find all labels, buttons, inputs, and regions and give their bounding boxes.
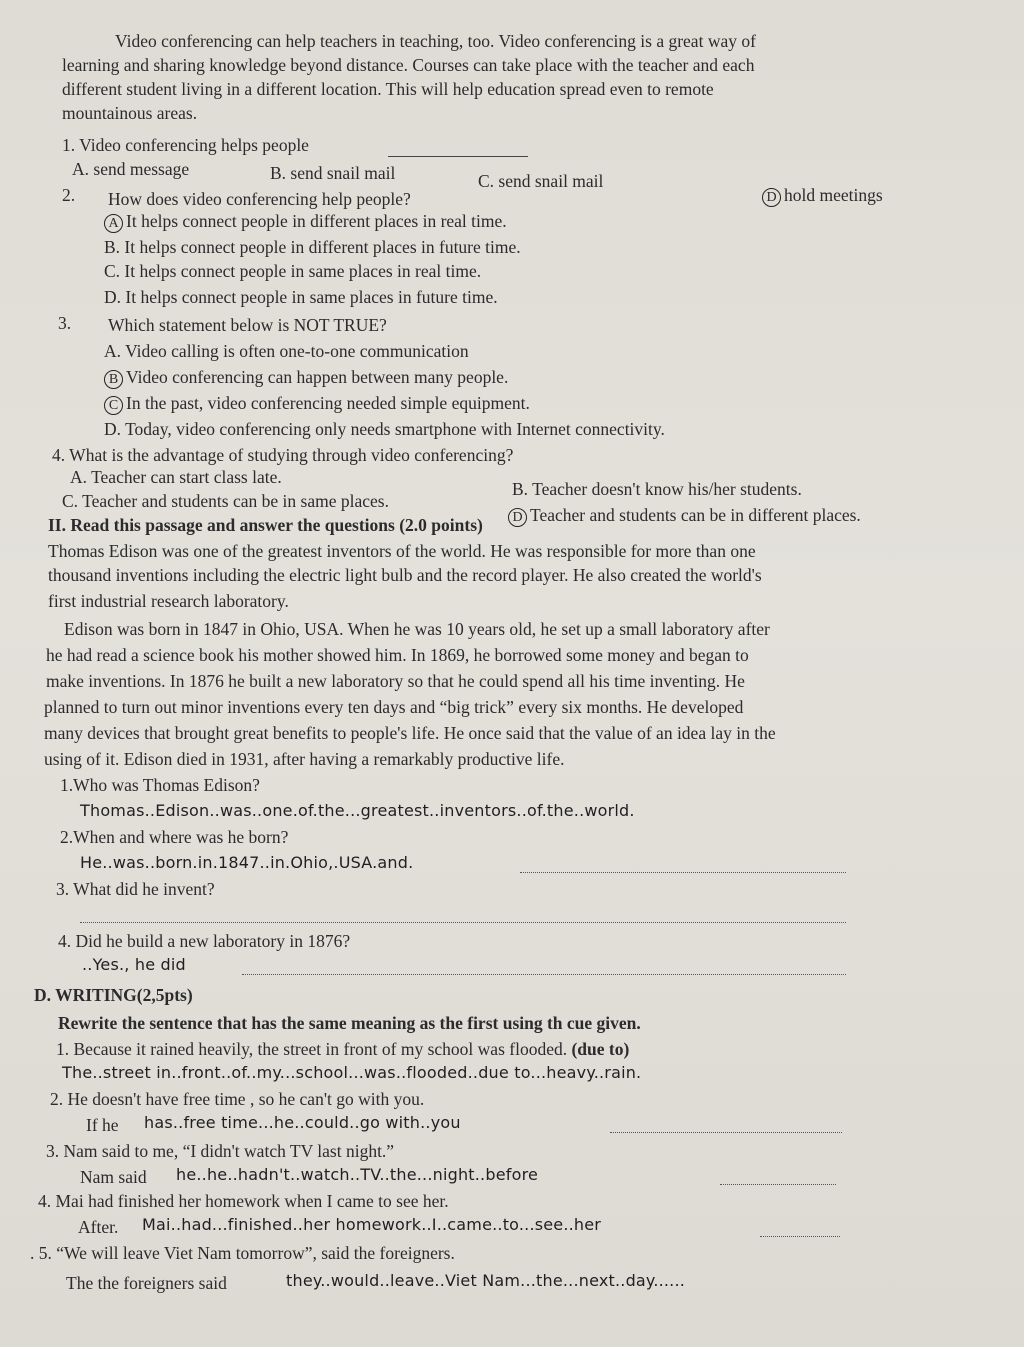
edison-para-line-8: many devices that brought great benefits to people's life. He once said that the value of an idea lay in the (44, 723, 776, 743)
writing-q5: . 5. “We will leave Viet Nam tomorrow”, said the foreigners. (30, 1243, 455, 1263)
q3-stem: Which statement below is NOT TRUE? (108, 315, 387, 335)
q2-option-d: D. It helps connect people in same places in future time. (104, 287, 498, 307)
writing-a2-dotted-line (610, 1132, 842, 1133)
edison-q2: 2.When and where was he born? (60, 827, 289, 847)
edison-a4-handwritten: ..Yes., he did (82, 955, 186, 974)
section2-heading: II. Read this passage and answer the questions (2.0 points) (48, 515, 483, 535)
q4-option-c: C. Teacher and students can be in same places. (62, 491, 389, 511)
edison-para-line-3: first industrial research laboratory. (48, 591, 289, 611)
writing-q4-prefix: After. (78, 1217, 119, 1237)
writing-q4: 4. Mai had finished her homework when I came to see her. (38, 1191, 449, 1211)
q1-blank (388, 156, 528, 157)
writing-q3: 3. Nam said to me, “I didn't watch TV last night.” (46, 1141, 395, 1161)
writing-instruction: Rewrite the sentence that has the same meaning as the first using th cue given. (58, 1013, 641, 1033)
passage1-line-1: Video conferencing can help teachers in teaching, too. Video conferencing is a great way of (115, 31, 756, 51)
q1-option-d (762, 184, 883, 207)
writing-a2-handwritten: has..free time...he..could..go with..you (144, 1113, 461, 1132)
writing-a3-handwritten: he..he..hadn't..watch..TV..the...night..before (176, 1165, 539, 1184)
answer-circle-mark: B (104, 370, 123, 389)
q1-option-d-text: hold meetings (784, 185, 883, 205)
q3-option-b (104, 366, 508, 389)
q3-option-b-text: Video conferencing can happen between many people. (126, 367, 509, 387)
answer-circle-mark: A (104, 214, 123, 233)
writing-a4-dotted-line (760, 1236, 840, 1237)
q3-number: 3. (58, 313, 72, 333)
q1-option-b: B. send snail mail (270, 163, 396, 183)
q3-option-d: D. Today, video conferencing only needs smartphone with Internet connectivity. (104, 419, 665, 439)
edison-para-line-9: using of it. Edison died in 1931, after having a remarkably productive life. (44, 749, 565, 769)
edison-a1-handwritten: Thomas..Edison..was..one.of.the...greatest..inventors..of.the..world. (80, 801, 635, 820)
writing-a3-dotted-line (720, 1184, 836, 1185)
edison-a3-dotted-line (80, 922, 846, 923)
edison-para-line-1: Thomas Edison was one of the greatest inventors of the world. He was responsible for more than one (48, 541, 756, 561)
q1-option-a: A. send message (72, 159, 190, 179)
q3-option-c (104, 392, 530, 415)
writing-q3-prefix: Nam said (80, 1167, 147, 1187)
writing-a1-handwritten: The..street in..front..of..my...school...was..flooded..due to...heavy..rain. (62, 1063, 642, 1082)
writing-q1-text: 1. Because it rained heavily, the street in front of my school was flooded. (56, 1039, 568, 1059)
edison-para-line-4: Edison was born in 1847 in Ohio, USA. When he was 10 years old, he set up a small laboratory after (64, 619, 770, 639)
answer-circle-mark: C (104, 396, 123, 415)
edison-a2-handwritten: He..was..born.in.1847..in.Ohio,.USA.and. (80, 853, 414, 872)
edison-para-line-6: make inventions. In 1876 he built a new laboratory so that he could spend all his time inventing. He (46, 671, 745, 691)
passage1-line-2: learning and sharing knowledge beyond distance. Courses can take place with the teacher and each (62, 55, 755, 75)
edison-q1: 1.Who was Thomas Edison? (60, 775, 260, 795)
q2-option-a-text: It helps connect people in different places in real time. (126, 211, 507, 231)
answer-circle-mark: D (508, 508, 527, 527)
edison-q4: 4. Did he build a new laboratory in 1876? (58, 931, 351, 951)
q4-option-b: B. Teacher doesn't know his/her students. (512, 479, 802, 499)
q2-stem: How does video conferencing help people? (108, 189, 411, 209)
passage1-line-3: different student living in a different location. This will help education spread even to remote (62, 79, 714, 99)
writing-a4-handwritten: Mai..had...finished..her homework..I..came..to...see..her (142, 1215, 602, 1234)
q3-option-a: A. Video calling is often one-to-one communication (104, 341, 469, 361)
edison-a2-dotted-line (520, 872, 846, 873)
edison-para-line-2: thousand inventions including the electric light bulb and the record player. He also created the world's (48, 565, 762, 585)
answer-circle-mark: D (762, 188, 781, 207)
q1-stem: 1. Video conferencing helps people (62, 135, 309, 155)
q2-option-b: B. It helps connect people in different places in future time. (104, 237, 521, 257)
q4-option-a: A. Teacher can start class late. (70, 467, 282, 487)
writing-q1-cue: (due to) (571, 1039, 630, 1059)
edison-para-line-5: he had read a science book his mother showed him. In 1869, he borrowed some money and began to (46, 645, 749, 665)
q1-option-c: C. send snail mail (478, 171, 604, 191)
writing-q5-prefix: The the foreigners said (66, 1273, 227, 1293)
q4-option-d (508, 504, 861, 527)
writing-a5-handwritten: they..would..leave..Viet Nam...the...next..day...... (286, 1271, 686, 1290)
q4-stem: 4. What is the advantage of studying through video conferencing? (52, 445, 514, 465)
edison-q3: 3. What did he invent? (56, 879, 215, 899)
writing-heading: D. WRITING(2,5pts) (34, 985, 193, 1005)
writing-q1 (56, 1038, 629, 1060)
writing-q2-prefix: If he (86, 1115, 119, 1135)
q2-option-c: C. It helps connect people in same places in real time. (104, 261, 482, 281)
edison-para-line-7: planned to turn out minor inventions every ten days and “big trick” every six months. He developed (44, 697, 744, 717)
q2-option-a (104, 210, 507, 233)
passage1-line-4: mountainous areas. (62, 103, 198, 123)
q3-option-c-text: In the past, video conferencing needed simple equipment. (126, 393, 530, 413)
writing-q2: 2. He doesn't have free time , so he can't go with you. (50, 1089, 425, 1109)
q2-number: 2. (62, 185, 76, 205)
q4-option-d-text: Teacher and students can be in different places. (530, 505, 861, 525)
edison-a4-dotted-line (242, 974, 846, 975)
